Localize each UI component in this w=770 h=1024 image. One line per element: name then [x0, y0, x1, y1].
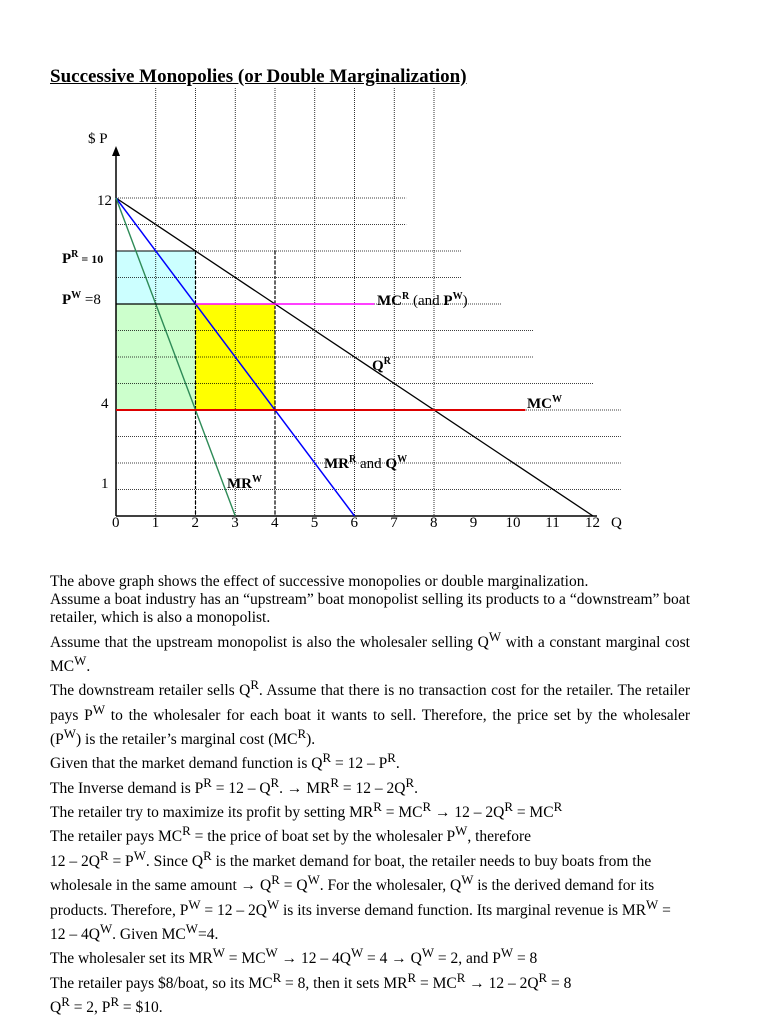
- x-tick-label: 5: [310, 515, 319, 531]
- paragraph: The retailer try to maximize its profit by setting $MR^R = MC^R \to 12 - 2Q^R = MC^R$: [50, 799, 563, 822]
- paragraph: The retailer pays $MC^R$ = the price of boat set by the wholesaler $P^W$, therefore: [50, 823, 532, 846]
- pr-label: $P^R$ $_{= 10}$: [62, 249, 104, 267]
- paragraph: Assume a boat industry has an “upstream” boat monopolist selling its products to a “downstream” boat retailer, which is also a monopolist.: [50, 591, 690, 627]
- y-tick-12: 12: [97, 193, 112, 209]
- qr-label: $Q^R$: [372, 356, 391, 374]
- x-tick-label: 4: [271, 515, 279, 531]
- pw-label: $P^W =8$: [62, 290, 101, 308]
- x-tick-label: 0: [112, 515, 120, 531]
- y-axis-label: $ P: [88, 131, 108, 147]
- x-tick-label: 1: [151, 515, 160, 531]
- paragraph: $12 - 2Q^R = P^W$. Since $Q^R$ is the market demand for boat, the retailer needs to buy boats from the wholesale in the same amount → $Q^R = Q^W$. For the wholesaler, $Q^W$ is the derived demand for its products. Therefore, $P^W = 12 - 2Q^W$ is its inverse demand function. Its marginal revenue is $MR^W = 12 - 4Q^W$. Given $MC^W=4$.: [50, 847, 671, 944]
- x-tick-label: 3: [231, 515, 239, 531]
- x-axis-label: Q: [611, 515, 622, 531]
- paragraph: $Q^R = 2$, $P^R$ = $10.: [50, 994, 163, 1017]
- paragraph: The retailer pays $8/boat, so its $MC^R = 8$, then it sets $MR^R = MC^R \to 12 - 2Q^R = 8$: [50, 969, 572, 992]
- x-tick-label: 2: [191, 515, 199, 531]
- page-title: Successive Monopolies (or Double Marginalization): [50, 66, 467, 87]
- x-tick-label: 12: [585, 515, 600, 531]
- mrw-label: $MR^W$: [227, 474, 262, 492]
- tick-labels: [112, 515, 600, 531]
- x-tick-label: 10: [505, 515, 521, 531]
- y-axis-arrow: [112, 146, 120, 156]
- paragraph: The downstream retailer sells $Q^R$. Assume that there is no transaction cost for the retailer. The retailer pays $P^W$ to the wholesaler for each boat it wants to sell. Therefore, the price set by the wholesaler $(P^W)$ is the retailer’s marginal cost $(MC^R)$.: [50, 677, 690, 749]
- paragraph: Given that the market demand function is $Q^R = 12 - P^R$.: [50, 750, 400, 773]
- paragraph: The Inverse demand is $P^R = 12 - Q^R$. → $MR^R = 12 - 2Q^R$.: [50, 774, 418, 797]
- body-text: [50, 573, 690, 1017]
- mcw-label: $MC^W$: [527, 394, 562, 412]
- x-tick-label: 7: [390, 515, 398, 531]
- paragraph: The above graph shows the effect of successive monopolies or double marginalization.: [50, 573, 589, 590]
- x-tick-label: 8: [430, 515, 438, 531]
- paragraph: Assume that the upstream monopolist is also the wholesaler selling $Q^W$ with a constant marginal cost $MC^W$.: [50, 628, 690, 676]
- mcr-label: $MC^R$ (and $P^W$): [377, 291, 468, 309]
- x-tick-label: 6: [350, 515, 358, 531]
- paragraph: The wholesaler set its $MR^W = MC^W \to 12 - 4Q^W = 4 \to Q^W = 2$, and $P^W = 8$: [50, 945, 538, 968]
- mrr-label: $MR^R$ and $Q^W$: [324, 454, 408, 472]
- y-tick-1: 1: [101, 476, 109, 492]
- x-tick-label: 11: [545, 515, 560, 531]
- x-tick-label: 9: [469, 515, 478, 531]
- y-tick-4: 4: [101, 396, 109, 412]
